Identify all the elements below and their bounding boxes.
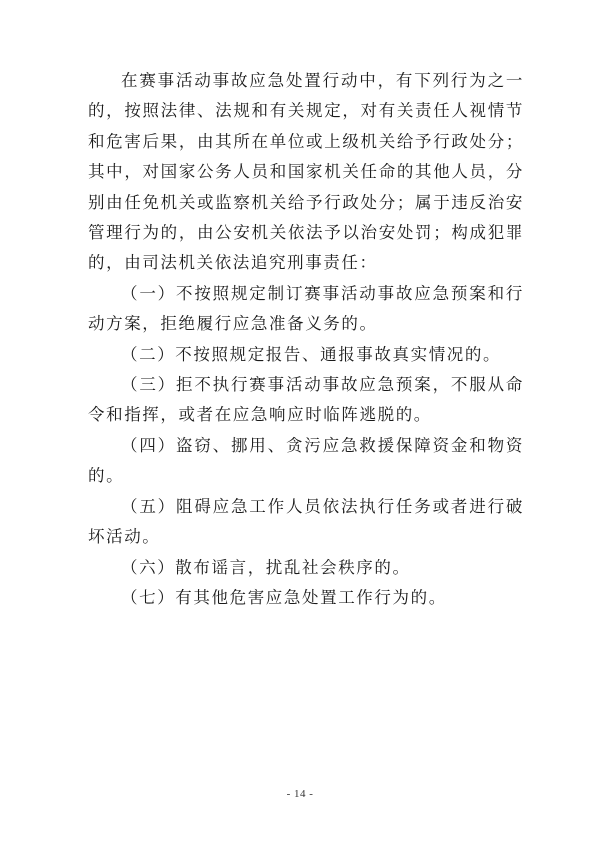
page-number: - 14 - bbox=[286, 788, 314, 800]
list-item: （三）拒不执行赛事活动事故应急预案，不服从命令和指挥，或者在应急响应时临阵逃脱的。 bbox=[88, 375, 524, 425]
list-item: （四）盗窃、挪用、贪污应急救援保障资金和物资的。 bbox=[88, 435, 524, 486]
list-item: （六）散布谣言，扰乱社会秩序的。 bbox=[121, 557, 411, 577]
list-item: （五）阻碍应急工作人员依法执行任务或者进行破坏活动。 bbox=[88, 496, 524, 547]
intro-paragraph: 在赛事活动事故应急处置行动中，有下列行为之一的，按照法律、法规和有关规定，对有关责任人视情节和危害后果，由其所在单位或上级机关给予行政处分；其中，对国家公务人员和国家机关任命的其他人员，分别由任免机关或监察机关给予行政处分；属于违反治安管理行为的，由公安机关依法予以治安处罚；构成犯罪的，由司法机关依法追究刑事责任： bbox=[88, 71, 524, 273]
list-item: （二）不按照规定报告、通报事故真实情况的。 bbox=[121, 344, 502, 364]
document-body bbox=[88, 66, 524, 613]
list-item: （一）不按照规定制订赛事活动事故应急预案和行动方案，拒绝履行应急准备义务的。 bbox=[88, 283, 524, 334]
list-item: （七）有其他危害应急处置工作行为的。 bbox=[121, 587, 447, 607]
